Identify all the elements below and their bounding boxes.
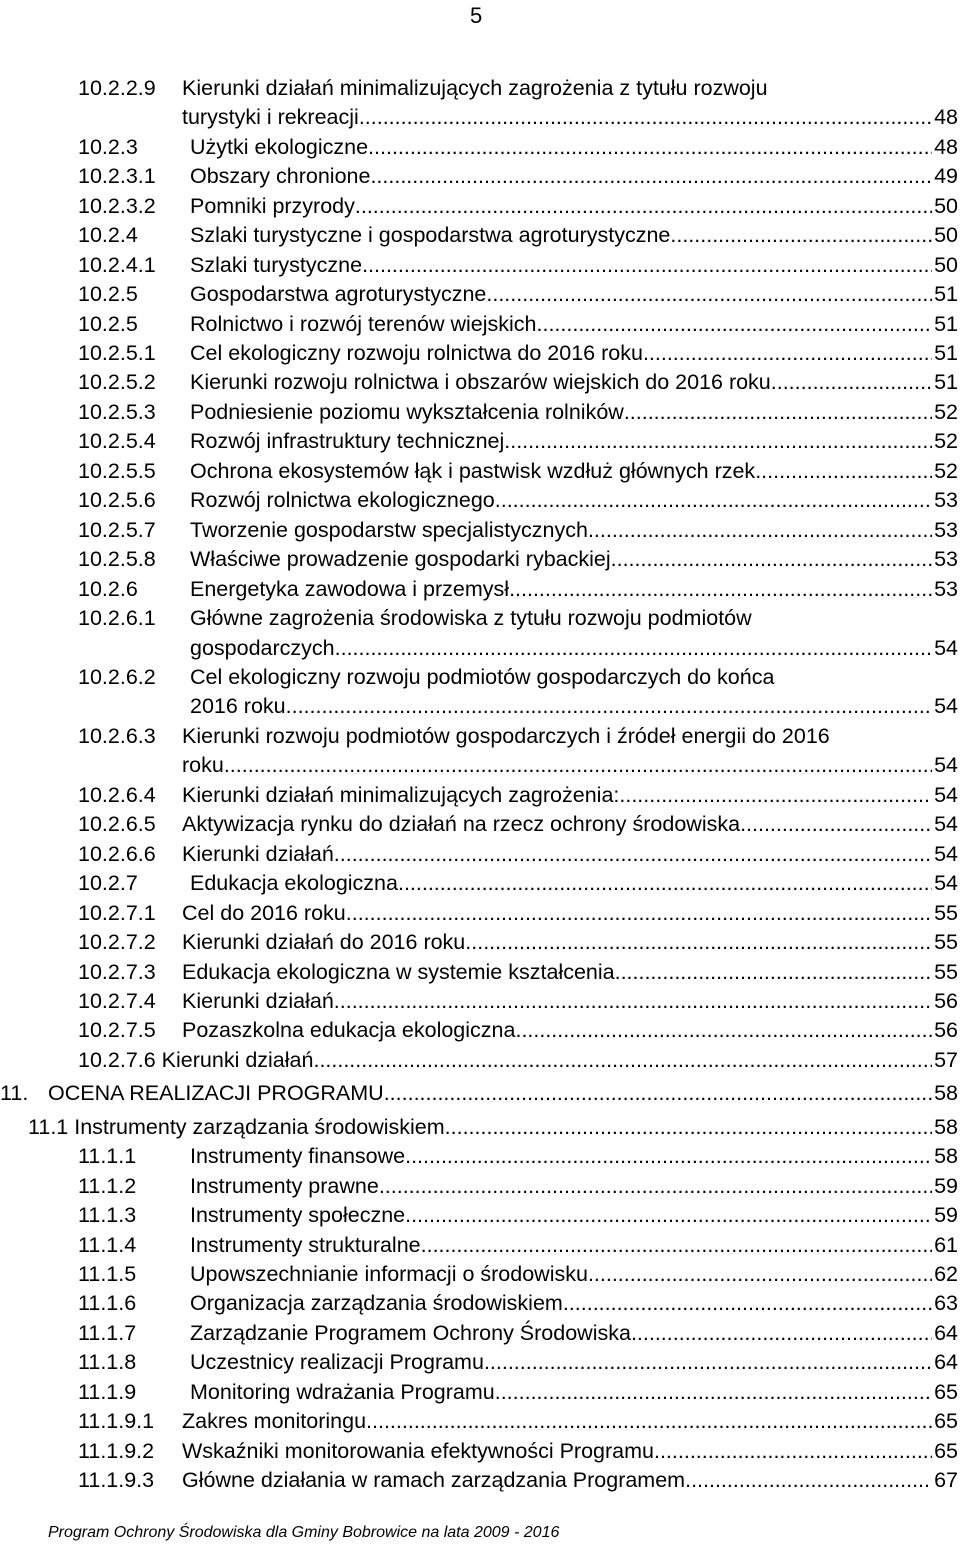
toc-entry-page: 67 [934, 1468, 958, 1492]
toc-entry-title: Kierunki działań [182, 989, 334, 1013]
toc-entry[interactable] [0, 74, 958, 102]
toc-entry-page: 65 [934, 1439, 958, 1463]
toc-entry-page: 61 [934, 1233, 958, 1257]
toc-entry-title: Zakres monitoringu [182, 1409, 367, 1433]
toc-entry-title: Tworzenie gospodarstw specjalistycznych [190, 518, 588, 542]
toc-entry-title: Kierunki rozwoju podmiotów gospodarczych i źródeł energii do 2016 [182, 724, 830, 748]
dot-leader [685, 1466, 932, 1494]
dot-leader [465, 928, 932, 956]
dot-leader [334, 840, 932, 868]
toc-entry-page: 55 [934, 901, 958, 925]
toc-entry-number: 11.1.2 [78, 1174, 137, 1198]
dot-leader [346, 899, 932, 927]
toc-entry-page: 55 [934, 960, 958, 984]
dot-leader [405, 1201, 932, 1229]
toc-entry-title: Kierunki rozwoju rolnictwa i obszarów wiejskich do 2016 roku [190, 370, 771, 394]
toc-entry-title: Edukacja ekologiczna w systemie kształcenia [182, 960, 615, 984]
toc-entry-page: 51 [934, 370, 958, 394]
toc-entry-page: 52 [934, 459, 958, 483]
dot-leader [445, 1113, 932, 1141]
toc-entry-page: 57 [934, 1048, 958, 1072]
toc-entry-page: 48 [934, 135, 958, 159]
toc-entry-number: 10.2.6 [78, 577, 138, 601]
toc-entry-page: 59 [934, 1203, 958, 1227]
dot-leader [611, 545, 932, 573]
toc-entry[interactable] [0, 221, 958, 249]
toc-entry-title: 10.2.7.6 Kierunki działań [78, 1048, 314, 1072]
toc-entry[interactable] [0, 1079, 958, 1107]
toc-entry-number: 10.2.7.1 [78, 901, 156, 925]
toc-entry-number: 10.2.6.3 [78, 724, 156, 748]
dot-leader [504, 427, 932, 455]
toc-entry-page: 50 [934, 253, 958, 277]
toc-entry-number: 10.2.6.4 [78, 783, 156, 807]
dot-leader [509, 575, 932, 603]
toc-entry-number: 11.1.8 [78, 1350, 137, 1374]
toc-entry[interactable] [0, 1466, 958, 1494]
toc-entry-page: 65 [934, 1380, 958, 1404]
toc-entry-title: Rozwój infrastruktury technicznej [190, 429, 505, 453]
toc-entry-title: Podniesienie poziomu wykształcenia rolników [190, 400, 624, 424]
toc-entry-page: 50 [934, 194, 958, 218]
toc-entry[interactable] [0, 1016, 958, 1044]
toc-entry-number: 11.1.6 [78, 1291, 137, 1315]
toc-entry[interactable] [0, 398, 958, 426]
toc-entry-title-continued: turystyki i rekreacji [182, 105, 359, 129]
dot-leader [615, 958, 932, 986]
toc-entry-title: Ochrona ekosystemów łąk i pastwisk wzdłuż głównych rzek [190, 459, 756, 483]
toc-entry-page: 52 [934, 400, 958, 424]
toc-entry-number: 10.2.2.9 [78, 76, 156, 100]
toc-entry-number: 11.1.9 [78, 1380, 137, 1404]
toc-entry-title: Szlaki turystyczne [190, 253, 363, 277]
toc-entry-title: Kierunki działań [182, 842, 334, 866]
toc-entry-title: Użytki ekologiczne [190, 135, 369, 159]
toc-entry-page: 53 [934, 577, 958, 601]
dot-leader [486, 280, 932, 308]
toc-entry[interactable] [0, 1201, 958, 1229]
dot-leader [368, 133, 932, 161]
dot-leader [495, 486, 932, 514]
toc-entry-page: 53 [934, 547, 958, 571]
toc-entry-number: 10.2.5.1 [78, 341, 156, 365]
toc-entry-page: 56 [934, 989, 958, 1013]
toc-entry-title: Instrumenty społeczne [190, 1203, 406, 1227]
toc-entry[interactable] [0, 251, 958, 279]
toc-entry-page: 53 [934, 488, 958, 512]
toc-entry-page: 54 [934, 636, 958, 660]
dot-leader [313, 1046, 932, 1074]
toc-entry-page: 51 [934, 282, 958, 306]
toc-entry-number: 10.2.5.7 [78, 518, 156, 542]
toc-entry-page: 54 [934, 783, 958, 807]
dot-leader [670, 221, 932, 249]
dot-leader [286, 692, 932, 720]
dot-leader [334, 987, 932, 1015]
toc-entry-number: 10.2.5.3 [78, 400, 156, 424]
toc-entry-number: 10.2.7.3 [78, 960, 156, 984]
dot-leader [421, 1231, 932, 1259]
toc-entry[interactable] [0, 310, 958, 338]
toc-entry[interactable] [0, 280, 958, 308]
toc-entry-number: 11. [0, 1081, 29, 1105]
toc-entry[interactable] [0, 1407, 958, 1435]
dot-leader [563, 1289, 932, 1317]
dot-leader [654, 1437, 932, 1465]
toc-entry-number: 10.2.7.5 [78, 1018, 156, 1042]
toc-entry-title: Wskaźniki monitorowania efektywności Programu [182, 1439, 654, 1463]
dot-leader [224, 751, 932, 779]
dot-leader [366, 1407, 932, 1435]
dot-leader [537, 310, 933, 338]
dot-leader [398, 869, 932, 897]
toc-entry[interactable] [0, 1113, 958, 1141]
toc-entry[interactable] [0, 339, 958, 367]
toc-entry-number: 10.2.5.4 [78, 429, 156, 453]
dot-leader [631, 1319, 932, 1347]
dot-leader [355, 192, 932, 220]
toc-entry-title: Cel ekologiczny rozwoju podmiotów gospodarczych do końca [190, 665, 775, 689]
dot-leader [362, 251, 932, 279]
toc-entry-page: 54 [934, 871, 958, 895]
toc-entry-number: 10.2.5 [78, 312, 138, 336]
toc-entry-title: Edukacja ekologiczna [190, 871, 398, 895]
toc-entry-number: 11.1.9.3 [78, 1468, 155, 1492]
toc-entry-page: 54 [934, 842, 958, 866]
toc-entry-title: Rozwój rolnictwa ekologicznego [190, 488, 495, 512]
toc-entry-title-continued: roku [182, 753, 224, 777]
toc-entry-title: Główne działania w ramach zarządzania Programem [182, 1468, 686, 1492]
toc-entry[interactable] [0, 1319, 958, 1347]
toc-entry-page: 48 [934, 105, 958, 129]
toc-entry-number: 10.2.3.1 [78, 164, 156, 188]
toc-entry-number: 11.1.1 [78, 1144, 137, 1168]
toc-entry-page: 54 [934, 753, 958, 777]
toc-entry[interactable] [0, 1046, 958, 1074]
toc-entry-continuation[interactable] [0, 103, 958, 131]
dot-leader [359, 103, 932, 131]
toc-entry-page: 58 [934, 1144, 958, 1168]
toc-entry-title: Kierunki działań do 2016 roku [182, 930, 466, 954]
toc-entry[interactable] [0, 1289, 958, 1317]
toc-entry-number: 10.2.4 [78, 223, 138, 247]
toc-entry-page: 51 [934, 341, 958, 365]
toc-entry-continuation[interactable] [0, 751, 958, 779]
toc-entry-title: Instrumenty prawne [190, 1174, 379, 1198]
toc-entry-number: 10.2.5 [78, 282, 138, 306]
toc-entry[interactable] [0, 1142, 958, 1170]
toc-entry-title: Upowszechnianie informacji o środowisku [190, 1262, 588, 1286]
toc-entry[interactable] [0, 575, 958, 603]
toc-entry-number: 11.1.7 [78, 1321, 137, 1345]
dot-leader [405, 1142, 932, 1170]
toc-entry[interactable] [0, 457, 958, 485]
toc-entry[interactable] [0, 1378, 958, 1406]
toc-entry[interactable] [0, 368, 958, 396]
toc-entry[interactable] [0, 516, 958, 544]
toc-entry[interactable] [0, 1260, 958, 1288]
toc-entry[interactable] [0, 192, 958, 220]
toc-entry-page: 54 [934, 812, 958, 836]
toc-entry-title-continued: 2016 roku [190, 694, 286, 718]
toc-entry[interactable] [0, 869, 958, 897]
toc-entry-number: 10.2.5.5 [78, 459, 156, 483]
toc-entry-page: 49 [934, 164, 958, 188]
toc-entry-title: Rolnictwo i rozwój terenów wiejskich [190, 312, 537, 336]
toc-entry-title: Instrumenty strukturalne [190, 1233, 421, 1257]
toc-entry-title: Cel do 2016 roku [182, 901, 346, 925]
toc-entry-number: 10.2.5.6 [78, 488, 156, 512]
toc-entry-title: Monitoring wdrażania Programu [190, 1380, 495, 1404]
toc-entry-number: 11.1.9.2 [78, 1439, 155, 1463]
toc-entry-number: 11.1.3 [78, 1203, 137, 1227]
toc-entry-page: 50 [934, 223, 958, 247]
dot-leader [588, 516, 932, 544]
dot-leader [588, 1260, 932, 1288]
toc-entry[interactable] [0, 663, 958, 691]
toc-entry-page: 54 [934, 694, 958, 718]
toc-entry-number: 10.2.7.4 [78, 989, 156, 1013]
toc-entry-page: 51 [934, 312, 958, 336]
toc-entry-number: 10.2.6.5 [78, 812, 156, 836]
dot-leader [643, 339, 932, 367]
toc-entry-title: Właściwe prowadzenie gospodarki rybackiej [190, 547, 611, 571]
toc-entry-number: 10.2.6.2 [78, 665, 156, 689]
toc-entry-page: 53 [934, 518, 958, 542]
toc-entry[interactable] [0, 781, 958, 809]
toc-entry[interactable] [0, 1172, 958, 1200]
toc-entry-number: 11.1.4 [78, 1233, 137, 1257]
toc-entry-title: Organizacja zarządzania środowiskiem [190, 1291, 563, 1315]
toc-entry[interactable] [0, 133, 958, 161]
toc-entry-title: Pomniki przyrody [190, 194, 355, 218]
toc-entry-number: 11.1.5 [78, 1262, 137, 1286]
toc-entry[interactable] [0, 810, 958, 838]
toc-entry-number: 10.2.6.1 [78, 606, 156, 630]
toc-entry-number: 11.1.9.1 [78, 1409, 155, 1433]
dot-leader [370, 162, 932, 190]
toc-entry[interactable] [0, 928, 958, 956]
toc-entry-number: 10.2.5.8 [78, 547, 156, 571]
toc-entry[interactable] [0, 987, 958, 1015]
toc-entry[interactable] [0, 899, 958, 927]
toc-entry-title: Instrumenty finansowe [190, 1144, 406, 1168]
toc-entry-page: 62 [934, 1262, 958, 1286]
toc-entry-page: 55 [934, 930, 958, 954]
toc-entry-page: 63 [934, 1291, 958, 1315]
dot-leader [384, 1079, 932, 1107]
toc-entry-page: 56 [934, 1018, 958, 1042]
toc-entry-page: 64 [934, 1350, 958, 1374]
toc-entry-number: 10.2.6.6 [78, 842, 156, 866]
dot-leader [379, 1172, 932, 1200]
toc-entry-page: 64 [934, 1321, 958, 1345]
toc-entry-page: 58 [934, 1115, 958, 1139]
toc-entry-number: 10.2.3 [78, 135, 138, 159]
toc-entry-continuation[interactable] [0, 634, 958, 662]
dot-leader [619, 781, 932, 809]
page-number: 5 [470, 3, 483, 28]
toc-entry-title: Główne zagrożenia środowiska z tytułu rozwoju podmiotów [190, 606, 752, 630]
dot-leader [515, 1016, 932, 1044]
dot-leader [740, 810, 932, 838]
toc-entry[interactable] [0, 545, 958, 573]
toc-entry[interactable] [0, 604, 958, 632]
toc-entry[interactable] [0, 958, 958, 986]
toc-entry-title-continued: gospodarczych [190, 636, 335, 660]
toc-entry-number: 10.2.7 [78, 871, 138, 895]
toc-entry[interactable] [0, 1348, 958, 1376]
toc-entry-title: Kierunki działań minimalizujących zagrożenia: [182, 783, 620, 807]
toc-entry-title: Energetyka zawodowa i przemysł [190, 577, 510, 601]
toc-entry[interactable] [0, 486, 958, 514]
toc-entry-title: Pozaszkolna edukacja ekologiczna [182, 1018, 516, 1042]
toc-entry-number: 10.2.5.2 [78, 370, 156, 394]
toc-entry-page: 58 [934, 1081, 958, 1105]
toc-entry-number: 10.2.3.2 [78, 194, 156, 218]
toc-entry[interactable] [0, 427, 958, 455]
toc-entry-number: 10.2.7.2 [78, 930, 156, 954]
toc-entry[interactable] [0, 840, 958, 868]
toc-entry-page: 52 [934, 429, 958, 453]
dot-leader [755, 457, 932, 485]
dot-leader [495, 1378, 932, 1406]
toc-entry-title: Kierunki działań minimalizujących zagrożenia z tytułu rozwoju [182, 76, 768, 100]
toc-entry-title: Gospodarstwa agroturystyczne [190, 282, 487, 306]
toc-entry-title: Szlaki turystyczne i gospodarstwa agroturystyczne [190, 223, 671, 247]
toc-entry-title: Cel ekologiczny rozwoju rolnictwa do 2016 roku [190, 341, 643, 365]
toc-entry-page: 59 [934, 1174, 958, 1198]
dot-leader [771, 368, 932, 396]
page-footer: Program Ochrony Środowiska dla Gminy Bobrowice na lata 2009 - 2016 [48, 1524, 560, 1541]
toc-entry-title: Zarządzanie Programem Ochrony Środowiska [190, 1321, 631, 1345]
toc-entry[interactable] [0, 162, 958, 190]
toc-entry-title: Uczestnicy realizacji Programu [190, 1350, 484, 1374]
toc-entry[interactable] [0, 1231, 958, 1259]
toc-entry-title: Obszary chronione [190, 164, 371, 188]
toc-entry[interactable] [0, 722, 958, 750]
toc-entry-title: 11.1 Instrumenty zarządzania środowiskiem [28, 1115, 445, 1139]
toc-entry[interactable] [0, 1437, 958, 1465]
toc-entry-number: 10.2.4.1 [78, 253, 156, 277]
toc-entry-page: 65 [934, 1409, 958, 1433]
toc-entry-title: OCENA REALIZACJI PROGRAMU [48, 1081, 384, 1105]
dot-leader [335, 634, 932, 662]
toc-entry-continuation[interactable] [0, 692, 958, 720]
dot-leader [484, 1348, 932, 1376]
dot-leader [624, 398, 932, 426]
toc-entry-title: Aktywizacja rynku do działań na rzecz ochrony środowiska [182, 812, 741, 836]
